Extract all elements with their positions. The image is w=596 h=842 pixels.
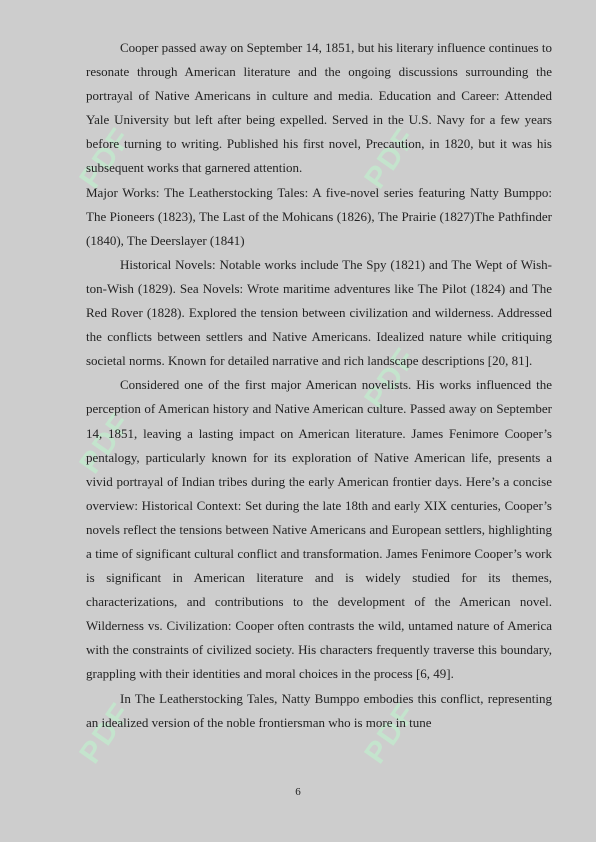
paragraph: Historical Novels: Notable works include The Spy (1821) and The Wept of Wish-ton-Wish (1829). Sea Novels: Wrote maritime adventures like The Pilot (1824) and The Red Rover (1828). Explored the tension between civilization and wilderness. Addressed the conflicts between settlers and Native Americans. Idealized nature while critiquing societal norms. Known for detailed narrative and rich landscape descriptions [20, 81].: [86, 256, 552, 369]
body-text: [86, 36, 552, 735]
watermark-mark: PDF: [358, 696, 424, 770]
paragraph: In The Leatherstocking Tales, Natty Bumppo embodies this conflict, representing an idealized version of the noble frontiersman who is more in tune: [86, 690, 552, 730]
paragraph: Major Works: The Leatherstocking Tales: A five-novel series featuring Natty Bumppo: The Pioneers (1823), The Last of the Mohicans (1826), The Prairie (1827)The Pathfinder (1840), The Deerslayer (1841): [86, 184, 552, 248]
watermark-mark: PDF: [73, 696, 139, 770]
watermark-mark: PDF: [73, 406, 139, 480]
paragraph: Considered one of the first major American novelists. His works influenced the perception of American history and Native American culture. Passed away on September 14, 1851, leaving a lasting impact on American literature. James Fenimore Cooper’s pentalogy, particularly known for its exploration of Native American life, presents a vivid portrayal of Indian tribes during the early American frontier days. Here’s a concise overview: Historical Context: Set during the late 18th and early XIX centuries, Cooper’s novels reflect the tensions between Native Americans and European settlers, highlighting a time of significant cultural conflict and transformation. James Fenimore Cooper’s work is significant in American literature and is widely studied for its themes, characterizations, and contributions to the development of the American novel. Wilderness vs. Civilization: Cooper often contrasts the wild, untamed nature of America with the constraints of civilized society. His characters frequently traverse this boundary, grappling with their identities and moral choices in the process [6, 49].: [86, 377, 552, 682]
paragraph: Cooper passed away on September 14, 1851, but his literary influence continues to resonate through American literature and the ongoing discussions surrounding the portrayal of Native Americans in culture and media. Education and Career: Attended Yale University but left after being expelled. Served in the U.S. Navy for a few years before turning to writing. Published his first novel, Precaution, in 1820, but it was his subsequent works that garnered attention.: [86, 40, 552, 176]
watermark-mark: PDF: [73, 121, 139, 195]
page-number: 6: [295, 786, 301, 798]
watermark-mark: PDF: [358, 341, 424, 415]
watermark-mark: PDF: [358, 121, 424, 195]
